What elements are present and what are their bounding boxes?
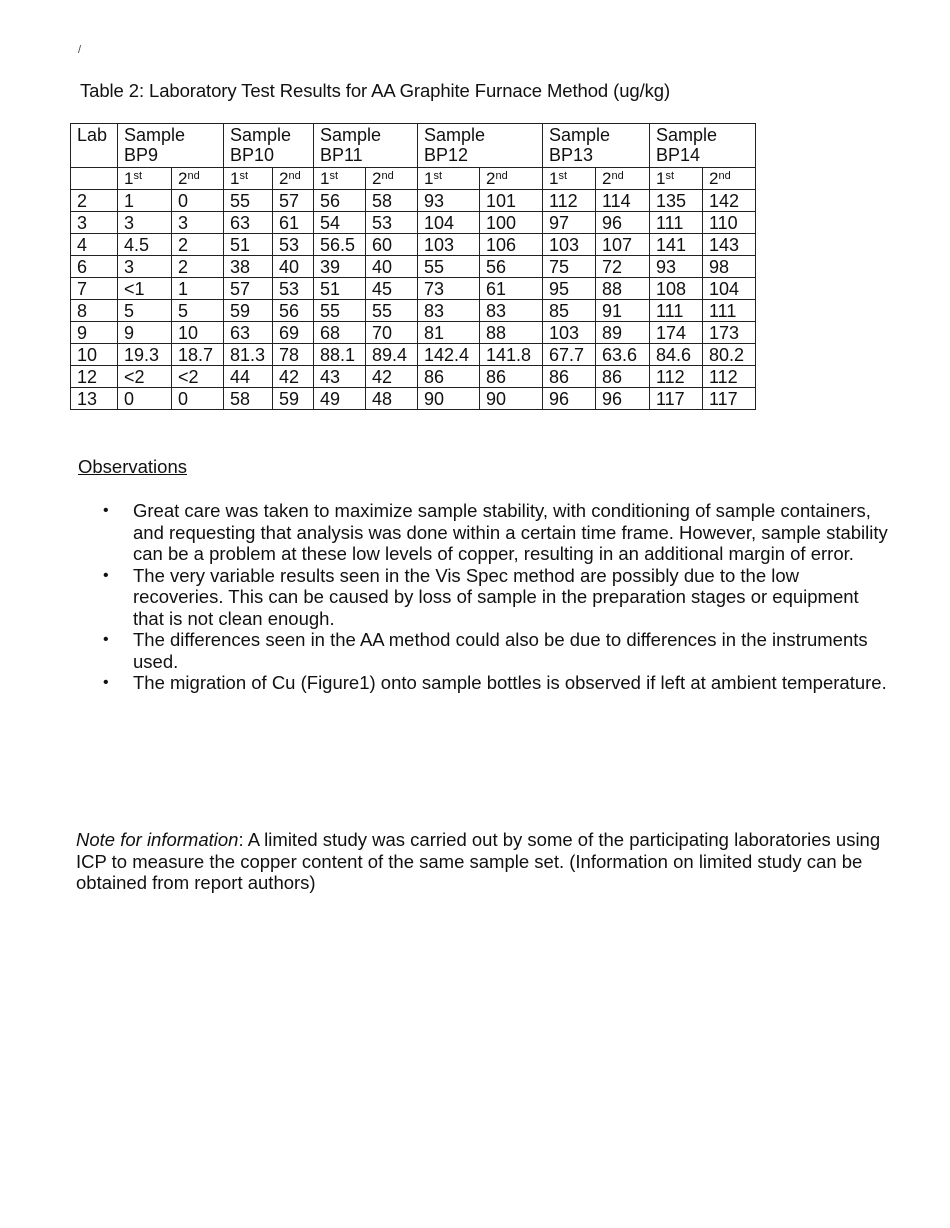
result-cell: 135	[650, 190, 703, 212]
sample-header: Sample BP13	[543, 124, 650, 168]
result-cell: 80.2	[703, 344, 756, 366]
result-cell: 49	[314, 388, 366, 410]
result-cell: 9	[118, 322, 172, 344]
result-cell: 69	[273, 322, 314, 344]
replicate-header-row	[71, 168, 756, 190]
result-cell: 53	[366, 212, 418, 234]
table-row	[71, 366, 756, 388]
sample-header: Sample BP14	[650, 124, 756, 168]
result-cell: 68	[314, 322, 366, 344]
result-cell: 51	[224, 234, 273, 256]
result-cell: 106	[480, 234, 543, 256]
result-cell: 55	[224, 190, 273, 212]
result-cell: 2	[172, 256, 224, 278]
replicate-first-header: 1st	[418, 168, 480, 190]
bullet-icon: •	[103, 502, 109, 519]
replicate-first-header: 1st	[543, 168, 596, 190]
result-cell: 86	[596, 366, 650, 388]
result-cell: 40	[273, 256, 314, 278]
table-row	[71, 300, 756, 322]
replicate-second-header: 2nd	[596, 168, 650, 190]
result-cell: 38	[224, 256, 273, 278]
result-cell: 90	[480, 388, 543, 410]
replicate-first-header: 1st	[224, 168, 273, 190]
result-cell: 93	[418, 190, 480, 212]
result-cell: 111	[703, 300, 756, 322]
result-cell: 86	[418, 366, 480, 388]
result-cell: 141	[650, 234, 703, 256]
result-cell: 57	[273, 190, 314, 212]
table-row	[71, 278, 756, 300]
replicate-second-header: 2nd	[703, 168, 756, 190]
result-cell: 70	[366, 322, 418, 344]
observation-item	[90, 500, 890, 565]
result-cell: 96	[543, 388, 596, 410]
results-table	[70, 123, 756, 410]
result-cell: 72	[596, 256, 650, 278]
result-cell: 91	[596, 300, 650, 322]
observations-list	[90, 500, 890, 694]
result-cell: 63	[224, 212, 273, 234]
result-cell: 83	[418, 300, 480, 322]
observation-item	[90, 565, 890, 630]
result-cell: 174	[650, 322, 703, 344]
table-row	[71, 256, 756, 278]
result-cell: 103	[543, 234, 596, 256]
result-cell: 67.7	[543, 344, 596, 366]
result-cell: 42	[366, 366, 418, 388]
result-cell: 75	[543, 256, 596, 278]
result-cell: 1	[118, 190, 172, 212]
observation-text: The differences seen in the AA method could also be due to differences in the instruments used.	[133, 629, 868, 672]
replicate-second-header: 2nd	[366, 168, 418, 190]
result-cell: 63	[224, 322, 273, 344]
result-cell: 0	[118, 388, 172, 410]
observation-item	[90, 672, 890, 694]
result-cell: 84.6	[650, 344, 703, 366]
replicate-first-header: 1st	[650, 168, 703, 190]
result-cell: 114	[596, 190, 650, 212]
result-cell: 85	[543, 300, 596, 322]
result-cell: 57	[224, 278, 273, 300]
result-cell: 112	[650, 366, 703, 388]
result-cell: 88.1	[314, 344, 366, 366]
replicate-second-header: 2nd	[480, 168, 543, 190]
result-cell: 5	[172, 300, 224, 322]
result-cell: 58	[366, 190, 418, 212]
result-cell: 55	[418, 256, 480, 278]
result-cell: 45	[366, 278, 418, 300]
result-cell: 104	[418, 212, 480, 234]
result-cell: 1	[172, 278, 224, 300]
observations-heading: Observations	[78, 456, 187, 477]
result-cell: 55	[314, 300, 366, 322]
result-cell: 107	[596, 234, 650, 256]
result-cell: 40	[366, 256, 418, 278]
result-cell: 63.6	[596, 344, 650, 366]
table-row	[71, 322, 756, 344]
result-cell: 103	[418, 234, 480, 256]
result-cell: 3	[118, 256, 172, 278]
result-cell: 56	[314, 190, 366, 212]
result-cell: 89	[596, 322, 650, 344]
table-row	[71, 234, 756, 256]
result-cell: 98	[703, 256, 756, 278]
result-cell: 90	[418, 388, 480, 410]
result-cell: 39	[314, 256, 366, 278]
sample-header: Sample BP10	[224, 124, 314, 168]
result-cell: <1	[118, 278, 172, 300]
result-cell: 96	[596, 212, 650, 234]
result-cell: 56.5	[314, 234, 366, 256]
sample-header: Sample BP12	[418, 124, 543, 168]
result-cell: 0	[172, 190, 224, 212]
replicate-second-header: 2nd	[172, 168, 224, 190]
result-cell: 61	[273, 212, 314, 234]
result-cell: 142	[703, 190, 756, 212]
result-cell: 60	[366, 234, 418, 256]
result-cell: 56	[273, 300, 314, 322]
result-cell: 2	[172, 234, 224, 256]
table-row	[71, 190, 756, 212]
note-text: : A limited study was carried out by some of the participating laboratories using ICP to measure the copper content of the same sample set. (Information on limited study can be obtained from report authors)	[76, 829, 881, 893]
lab-id-cell: 9	[71, 322, 118, 344]
result-cell: 117	[703, 388, 756, 410]
result-cell: 110	[703, 212, 756, 234]
result-cell: 141.8	[480, 344, 543, 366]
result-cell: 5	[118, 300, 172, 322]
result-cell: 0	[172, 388, 224, 410]
table-header-row	[71, 124, 756, 168]
result-cell: 58	[224, 388, 273, 410]
replicate-first-header: 1st	[118, 168, 172, 190]
result-cell: 59	[224, 300, 273, 322]
observation-text: The migration of Cu (Figure1) onto sample bottles is observed if left at ambient temperature.	[133, 672, 887, 693]
lab-id-cell: 12	[71, 366, 118, 388]
result-cell: 3	[172, 212, 224, 234]
result-cell: 53	[273, 234, 314, 256]
result-cell: 111	[650, 300, 703, 322]
result-cell: 56	[480, 256, 543, 278]
result-cell: 95	[543, 278, 596, 300]
result-cell: 44	[224, 366, 273, 388]
result-cell: 10	[172, 322, 224, 344]
sample-header: Sample BP11	[314, 124, 418, 168]
result-cell: <2	[172, 366, 224, 388]
result-cell: 100	[480, 212, 543, 234]
result-cell: 104	[703, 278, 756, 300]
observation-text: Great care was taken to maximize sample stability, with conditioning of sample containers, and requesting that analysis was done within a certain time frame. However, sample stability can be a problem at these low levels of copper, resulting in an additional margin of error.	[133, 500, 888, 564]
page-mark: /	[78, 44, 82, 56]
table-row	[71, 388, 756, 410]
result-cell: 3	[118, 212, 172, 234]
result-cell: 101	[480, 190, 543, 212]
result-cell: 19.3	[118, 344, 172, 366]
table-cell	[71, 168, 118, 190]
lab-id-cell: 6	[71, 256, 118, 278]
result-cell: 112	[703, 366, 756, 388]
result-cell: 117	[650, 388, 703, 410]
lab-id-cell: 13	[71, 388, 118, 410]
result-cell: 61	[480, 278, 543, 300]
result-cell: 42	[273, 366, 314, 388]
result-cell: 96	[596, 388, 650, 410]
result-cell: 88	[596, 278, 650, 300]
replicate-first-header: 1st	[314, 168, 366, 190]
result-cell: 51	[314, 278, 366, 300]
result-cell: 83	[480, 300, 543, 322]
lab-id-cell: 4	[71, 234, 118, 256]
bullet-icon: •	[103, 631, 109, 648]
result-cell: 173	[703, 322, 756, 344]
result-cell: 112	[543, 190, 596, 212]
result-cell: 142.4	[418, 344, 480, 366]
note-label: Note for information	[76, 829, 239, 850]
table-row	[71, 212, 756, 234]
result-cell: 59	[273, 388, 314, 410]
bullet-icon: •	[103, 566, 109, 584]
result-cell: 103	[543, 322, 596, 344]
result-cell: 86	[480, 366, 543, 388]
observation-item	[90, 629, 890, 672]
result-cell: 108	[650, 278, 703, 300]
result-cell: 54	[314, 212, 366, 234]
lab-id-cell: 2	[71, 190, 118, 212]
result-cell: 88	[480, 322, 543, 344]
lab-id-cell: 7	[71, 278, 118, 300]
lab-id-cell: 3	[71, 212, 118, 234]
result-cell: 86	[543, 366, 596, 388]
result-cell: 4.5	[118, 234, 172, 256]
result-cell: 53	[273, 278, 314, 300]
result-cell: 89.4	[366, 344, 418, 366]
table-row	[71, 344, 756, 366]
result-cell: 143	[703, 234, 756, 256]
observation-text: The very variable results seen in the Vis Spec method are possibly due to the low recoveries. This can be caused by loss of sample in the preparation stages or equipment that is not clean enough.	[133, 564, 859, 629]
result-cell: 55	[366, 300, 418, 322]
replicate-second-header: 2nd	[273, 168, 314, 190]
result-cell: 43	[314, 366, 366, 388]
table-title: Table 2: Laboratory Test Results for AA Graphite Furnace Method (ug/kg)	[80, 80, 671, 101]
result-cell: 81.3	[224, 344, 273, 366]
result-cell: 111	[650, 212, 703, 234]
lab-id-cell: 10	[71, 344, 118, 366]
bullet-icon: •	[103, 674, 109, 691]
result-cell: 73	[418, 278, 480, 300]
result-cell: 81	[418, 322, 480, 344]
sample-header: Sample BP9	[118, 124, 224, 168]
result-cell: 97	[543, 212, 596, 234]
result-cell: 78	[273, 344, 314, 366]
result-cell: 48	[366, 388, 418, 410]
lab-header: Lab	[71, 124, 118, 168]
result-cell: 93	[650, 256, 703, 278]
note-for-information	[76, 829, 886, 894]
result-cell: <2	[118, 366, 172, 388]
result-cell: 18.7	[172, 344, 224, 366]
lab-id-cell: 8	[71, 300, 118, 322]
